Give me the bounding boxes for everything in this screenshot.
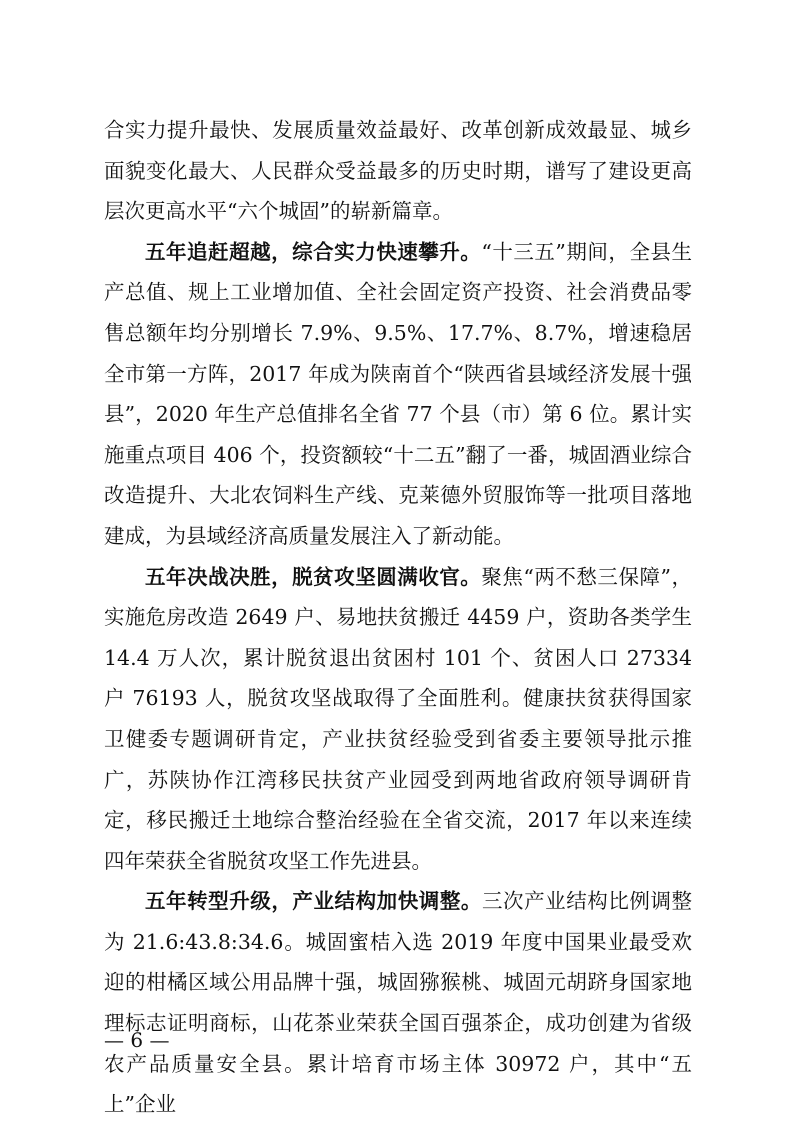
paragraph-economic-strength [104, 232, 692, 557]
paragraph-industrial-structure [104, 881, 692, 1125]
paragraph-poverty-alleviation [104, 557, 692, 882]
page-number: — 6 — [104, 1028, 170, 1052]
body-text [104, 110, 692, 1125]
paragraph-body: 合实力提升最快、发展质量效益最好、改革创新成效最显、城乡面貌变化最大、人民群众受益最多的历史时期，谱写了建设更高层次更高水平“六个城固”的崭新篇章。 [104, 118, 692, 224]
paragraph-continuation [104, 110, 692, 232]
paragraph-heading: 五年追赶超越，综合实力快速攀升。 [145, 239, 482, 264]
paragraph-body: “十三五”期间，全县生产总值、规上工业增加值、全社会固定资产投资、社会消费品零售总额年均分别增长 7.9%、9.5%、17.7%、8.7%，增速稳居全市第一方阵，2017 年成为陕南首个“陕西省县域经济发展十强县”，2020 年生产总值排名全省 77 个县（市）第 6 位。累计实施重点项目 406 个，投资额较“十二五”翻了一番，城固酒业综合改造提升、大北农饲料生产线、克莱德外贸服饰等一批项目落地建成，为县域经济高质量发展注入了新动能。 [104, 239, 692, 548]
paragraph-heading: 五年决战决胜，脱贫攻坚圆满收官。 [145, 564, 482, 589]
paragraph-body: 三次产业结构比例调整为 21.6:43.8:34.6。城固蜜桔入选 2019 年度中国果业最受欢迎的柑橘区域公用品牌十强，城固猕猴桃、城固元胡跻身国家地理标志证明商标，山花茶业荣获全国百强茶企，成功创建为省级农产品质量安全县。累计培育市场主体 30972 户，其中“五上”企业 [104, 889, 693, 1117]
paragraph-body: 聚焦“两不愁三保障”，实施危房改造 2649 户、易地扶贫搬迁 4459 户，资助各类学生 14.4 万人次，累计脱贫退出贫困村 101 个、贫困人口 27334 户 76193 人，脱贫攻坚战取得了全面胜利。健康扶贫获得国家卫健委专题调研肯定，产业扶贫经验受到省委主要领导批示推广，苏陕协作江湾移民扶贫产业园受到两地省政府领导调研肯定，移民搬迁土地综合整治经验在全省交流，2017 年以来连续四年荣获全省脱贫攻坚工作先进县。 [104, 564, 692, 873]
paragraph-heading: 五年转型升级，产业结构加快调整。 [145, 889, 482, 914]
